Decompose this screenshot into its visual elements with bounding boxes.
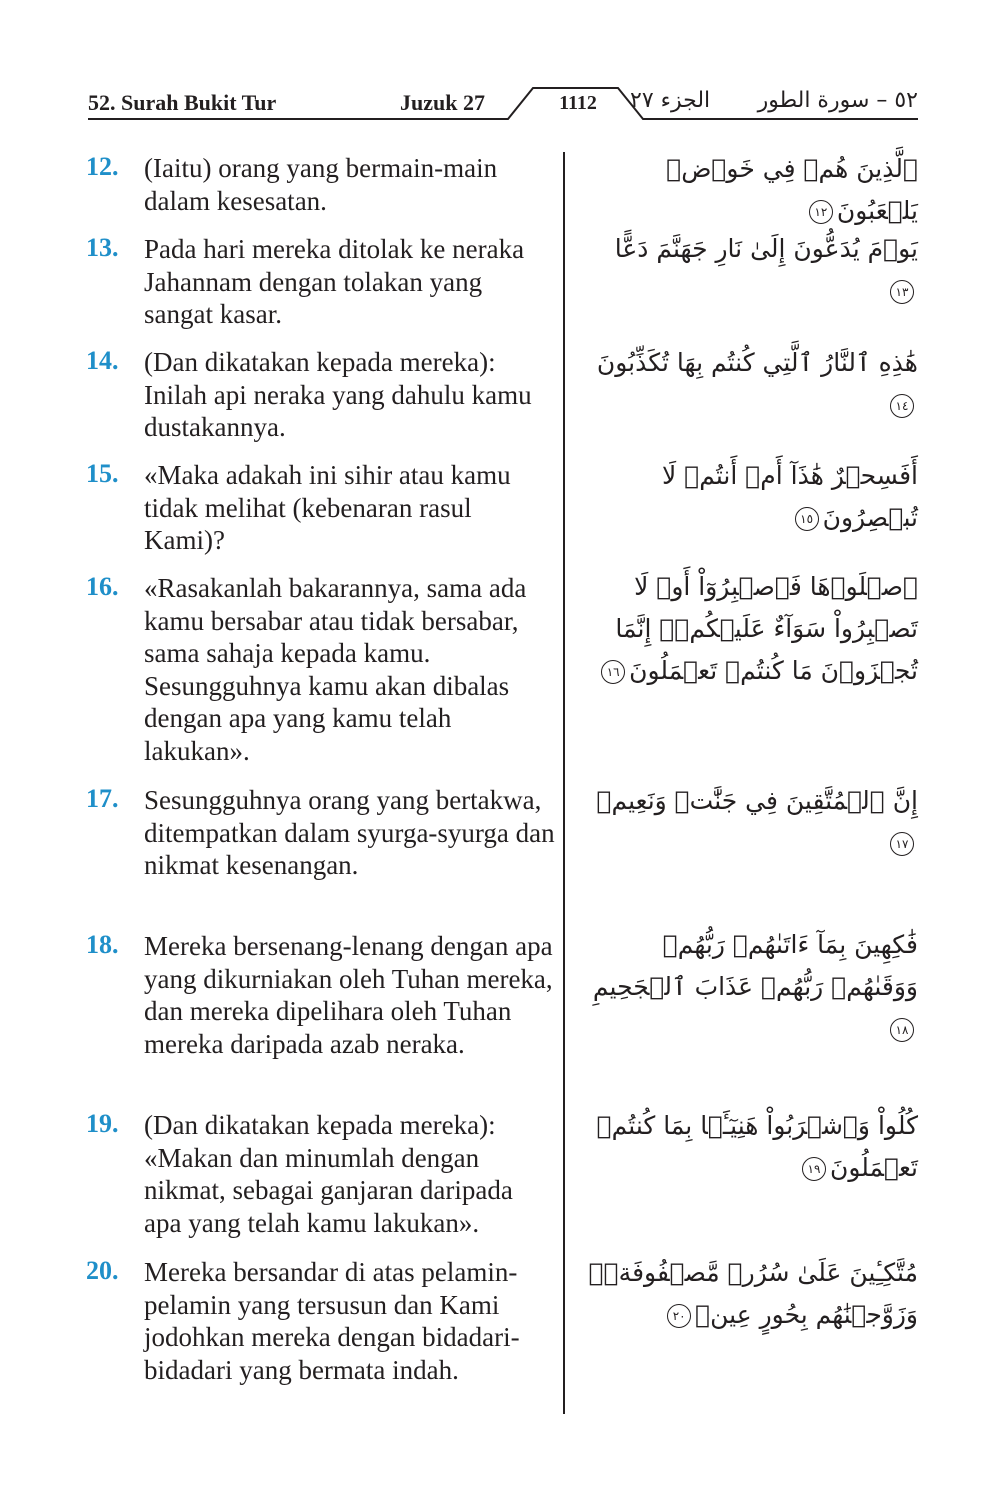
surah-title-arabic: ٥٢ – سورة الطور	[757, 88, 918, 113]
verse-number: 14.	[86, 346, 119, 375]
arabic-verse	[588, 566, 918, 692]
arabic-verse	[588, 455, 918, 539]
ayah-marker: ١٩	[802, 1157, 826, 1181]
arabic-text: ٱلَّذِينَ هُمۡ فِي خَوۡضٖ يَلۡعَبُونَ	[666, 154, 918, 225]
ayah-marker: ١٤	[890, 394, 914, 418]
arabic-verse	[588, 148, 918, 232]
verse-translation	[86, 459, 556, 557]
verse-number: 12.	[86, 152, 119, 181]
verse-number: 16.	[86, 572, 119, 601]
verse-translation	[86, 152, 556, 217]
arabic-verse	[588, 342, 918, 426]
verse-translation	[86, 346, 556, 444]
verse-translation	[86, 572, 556, 767]
arabic-verse	[588, 1105, 918, 1189]
ayah-marker: ١٨	[890, 1018, 914, 1042]
arabic-text: هَٰذِهِ ٱلنَّارُ ٱلَّتِي كُنتُم بِهَا تُكَذِّبُونَ	[596, 348, 918, 377]
verse-number: 20.	[86, 1256, 119, 1285]
arabic-verse	[588, 228, 918, 312]
verse-text: «Maka adakah ini sihir atau kamu tidak melihat (kebenaran rasul Kami)?	[144, 460, 511, 555]
verse-number: 13.	[86, 233, 119, 262]
verse-text: «Rasakanlah bakarannya, sama ada kamu bersabar atau tidak bersabar, sama sahaja kepada kamu. Sesungguhnya kamu akan dibalas dengan apa yang kamu telah lakukan».	[144, 573, 527, 766]
arabic-verse	[588, 1252, 918, 1336]
arabic-text: كُلُواْ وَٱشۡرَبُواْ هَنِيٓـَٔۢا بِمَا كُنتُمۡ تَعۡمَلُونَ	[596, 1111, 918, 1182]
ayah-marker: ١٥	[795, 507, 819, 531]
ayah-marker: ١٦	[601, 660, 625, 684]
verse-text: (Iaitu) orang yang bermain-main dalam kesesatan.	[144, 153, 498, 216]
verse-text: Mereka bersandar di atas pelamin-pelamin yang tersusun dan Kami jodohkan mereka dengan bidadari-bidadari yang bermata indah.	[144, 1257, 520, 1385]
column-divider	[563, 152, 565, 1414]
verse-text: Mereka bersenang-lenang dengan apa yang dikurniakan oleh Tuhan mereka, dan mereka dipelihara oleh Tuhan mereka daripada azab neraka.	[144, 931, 553, 1059]
verse-text: Pada hari mereka ditolak ke neraka Jahannam dengan tolakan yang sangat kasar.	[144, 234, 525, 329]
verse-translation	[86, 233, 556, 331]
ayah-marker: ١٣	[890, 280, 914, 304]
arabic-text: مُتَّكِـِٔينَ عَلَىٰ سُرُرٖ مَّصۡفُوفَةٖۖ وَزَوَّجۡنَٰهُم بِحُورٍ عِينٖ	[588, 1258, 918, 1329]
verse-number: 19.	[86, 1109, 119, 1138]
arabic-text: فَٰكِهِينَ بِمَآ ءَاتَىٰهُمۡ رَبُّهُمۡ وَوَقَىٰهُمۡ رَبُّهُمۡ عَذَابَ ٱلۡجَحِيمِ	[592, 930, 918, 1001]
ayah-marker: ١٧	[890, 832, 914, 856]
arabic-verse	[588, 780, 918, 864]
verse-translation	[86, 1109, 556, 1239]
verse-text: (Dan dikatakan kepada mereka): Inilah api neraka yang dahulu kamu dustakannya.	[144, 347, 532, 442]
verse-text: (Dan dikatakan kepada mereka): «Makan dan minumlah dengan nikmat, sebagai ganjaran daripada apa yang telah kamu lakukan».	[144, 1110, 513, 1238]
verse-text: Sesungguhnya orang yang bertakwa, ditempatkan dalam syurga-syurga dan nikmat kesenangan.	[144, 785, 555, 880]
ayah-marker: ١٢	[809, 200, 833, 224]
arabic-text: يَوۡمَ يُدَعُّونَ إِلَىٰ نَارِ جَهَنَّمَ دَعًّا	[614, 234, 918, 263]
verse-translation	[86, 1256, 556, 1386]
page-number: 1112	[559, 92, 597, 114]
juzuk-label: Juzuk 27	[400, 90, 485, 115]
surah-title-latin: 52. Surah Bukit Tur	[88, 90, 277, 115]
arabic-text: إِنَّ ٱلۡمُتَّقِينَ فِي جَنَّٰتٖ وَنَعِيمٖ	[596, 786, 918, 815]
verse-translation	[86, 784, 556, 882]
arabic-text: أَفَسِحۡرٌ هَٰذَآ أَمۡ أَنتُمۡ لَا تُبۡصِرُونَ	[662, 461, 918, 532]
verse-translation	[86, 930, 556, 1060]
ayah-marker: ٢٠	[667, 1304, 691, 1328]
arabic-text: ٱصۡلَوۡهَا فَٱصۡبِرُوٓاْ أَوۡ لَا تَصۡبِرُواْ سَوَآءٌ عَلَيۡكُمۡۖ إِنَّمَا تُجۡزَوۡنَ مَا كُنتُمۡ تَعۡمَلُونَ	[615, 572, 918, 685]
verse-number: 18.	[86, 930, 119, 959]
verse-number: 17.	[86, 784, 119, 813]
juz-label-arabic: الجزء ٢٧	[630, 88, 711, 113]
verse-number: 15.	[86, 459, 119, 488]
page-header	[88, 82, 918, 124]
arabic-verse	[588, 924, 918, 1050]
